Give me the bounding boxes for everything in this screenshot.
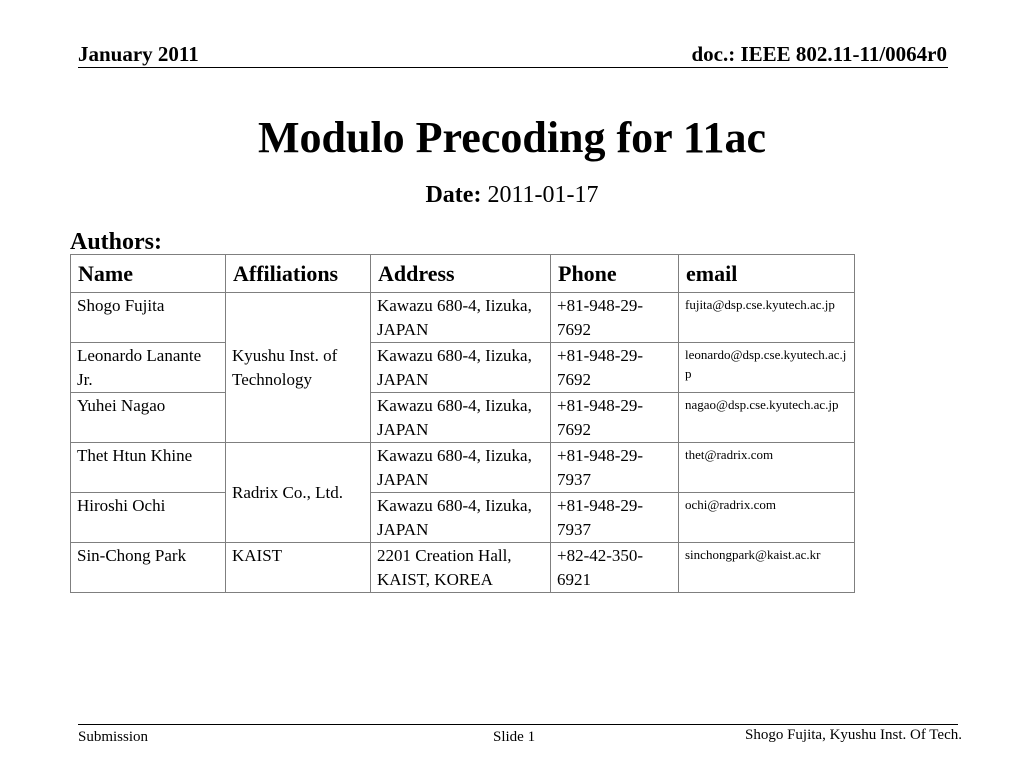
author-name: Yuhei Nagao (71, 393, 226, 443)
author-email: leonardo@dsp.cse.kyutech.ac.jp (679, 343, 855, 393)
footer-submission: Submission (78, 729, 149, 745)
author-email: thet@radrix.com (679, 443, 855, 493)
date-label: Date: (425, 182, 482, 208)
footer-author: Shogo Fujita, Kyushu Inst. Of Tech. (744, 727, 962, 743)
author-name: Thet Htun Khine (71, 443, 226, 493)
author-affiliation: Radrix Co., Ltd. (226, 443, 371, 543)
slide-title: Modulo Precoding for 11ac (257, 113, 767, 162)
column-header-affiliations: Affiliations (226, 255, 371, 293)
author-phone: +82-42-350-6921 (551, 543, 679, 593)
author-address: Kawazu 680-4, Iizuka, JAPAN (371, 343, 551, 393)
column-header-name: Name (71, 255, 226, 293)
table-header-row (71, 255, 855, 293)
author-address: 2201 Creation Hall, KAIST, KOREA (371, 543, 551, 593)
author-email: fujita@dsp.cse.kyutech.ac.jp (679, 293, 855, 343)
author-email: ochi@radrix.com (679, 493, 855, 543)
column-header-address: Address (371, 255, 551, 293)
footer-divider (78, 724, 958, 725)
author-address: Kawazu 680-4, Iizuka, JAPAN (371, 443, 551, 493)
author-phone: +81-948-29-7937 (551, 443, 679, 493)
column-header-phone: Phone (551, 255, 679, 293)
author-email: nagao@dsp.cse.kyutech.ac.jp (679, 393, 855, 443)
author-phone: +81-948-29-7692 (551, 343, 679, 393)
author-name: Shogo Fujita (71, 293, 226, 343)
header-date: January 2011 (78, 42, 199, 66)
authors-table (70, 254, 855, 593)
date-line (0, 180, 1024, 210)
table-row (71, 343, 855, 393)
author-phone: +81-948-29-7692 (551, 293, 679, 343)
author-address: Kawazu 680-4, Iizuka, JAPAN (371, 293, 551, 343)
column-header-email: email (679, 255, 855, 293)
table-row (71, 493, 855, 543)
author-name: Sin-Chong Park (71, 543, 226, 593)
author-phone: +81-948-29-7692 (551, 393, 679, 443)
table-row (71, 393, 855, 443)
author-affiliation: Kyushu Inst. of Technology (226, 293, 371, 443)
header-doc-id: doc.: IEEE 802.11-11/0064r0 (691, 42, 947, 66)
footer-slide-number: Slide 1 (493, 729, 536, 745)
authors-label: Authors: (70, 229, 163, 255)
author-email: sinchongpark@kaist.ac.kr (679, 543, 855, 593)
author-phone: +81-948-29-7937 (551, 493, 679, 543)
date-value: 2011-01-17 (487, 182, 599, 208)
author-address: Kawazu 680-4, Iizuka, JAPAN (371, 393, 551, 443)
author-name: Leonardo Lanante Jr. (71, 343, 226, 393)
author-address: Kawazu 680-4, Iizuka, JAPAN (371, 493, 551, 543)
author-name: Hiroshi Ochi (71, 493, 226, 543)
table-row (71, 293, 855, 343)
author-affiliation: KAIST (226, 543, 371, 593)
header-divider (78, 67, 948, 68)
table-row (71, 443, 855, 493)
table-row (71, 543, 855, 593)
